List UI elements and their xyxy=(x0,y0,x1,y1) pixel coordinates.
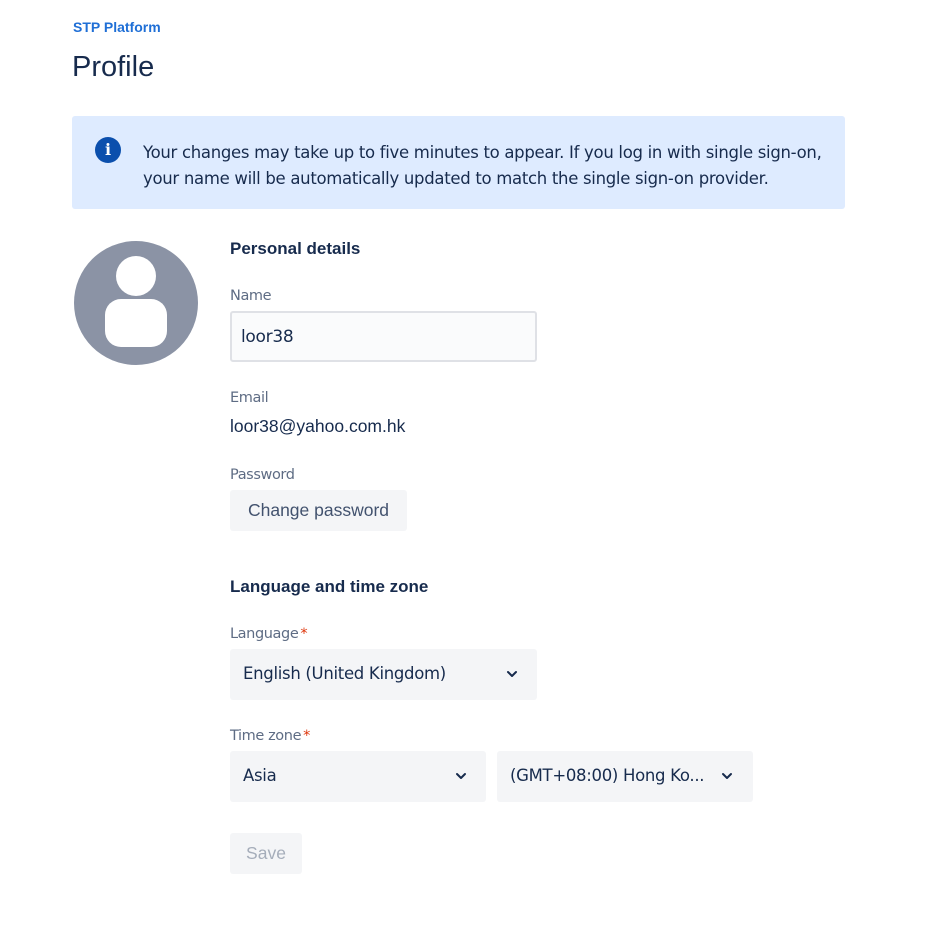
email-value: loor38@yahoo.com.hk xyxy=(230,416,406,436)
save-button[interactable]: Save xyxy=(230,833,302,874)
info-banner xyxy=(72,116,845,209)
timezone-region-value: Asia xyxy=(243,766,277,785)
breadcrumb[interactable]: STP Platform xyxy=(73,19,161,35)
timezone-label xyxy=(230,728,310,744)
chevron-down-icon xyxy=(504,666,520,682)
timezone-city-select[interactable] xyxy=(497,751,753,802)
chevron-down-icon xyxy=(719,768,735,784)
language-select-value: English (United Kingdom) xyxy=(243,664,446,683)
timezone-label-text: Time zone xyxy=(230,728,302,744)
info-message xyxy=(143,140,833,192)
info-icon: i xyxy=(95,137,121,163)
required-marker: * xyxy=(300,626,308,642)
email-label: Email xyxy=(230,390,269,406)
timezone-city-value: (GMT+08:00) Hong Ko... xyxy=(510,766,705,785)
avatar[interactable] xyxy=(74,241,198,365)
language-select[interactable] xyxy=(230,649,537,700)
info-message-line1: Your changes may take up to five minutes to appear. If you log in with single sign-on, xyxy=(143,143,822,162)
language-timezone-heading: Language and time zone xyxy=(230,577,429,596)
name-label: Name xyxy=(230,288,272,304)
chevron-down-icon xyxy=(453,768,469,784)
name-input[interactable] xyxy=(230,311,537,362)
info-message-line2: your name will be automatically updated to match the single sign-on provider. xyxy=(143,169,769,188)
password-label: Password xyxy=(230,467,295,483)
user-avatar-head xyxy=(116,256,156,296)
required-marker: * xyxy=(303,728,310,744)
language-label-text: Language xyxy=(230,626,299,642)
personal-details-heading: Personal details xyxy=(230,239,361,258)
page-title: Profile xyxy=(72,51,155,83)
timezone-region-select[interactable] xyxy=(230,751,486,802)
user-avatar-body xyxy=(105,299,167,347)
language-label xyxy=(230,626,307,642)
change-password-button[interactable]: Change password xyxy=(230,490,407,531)
